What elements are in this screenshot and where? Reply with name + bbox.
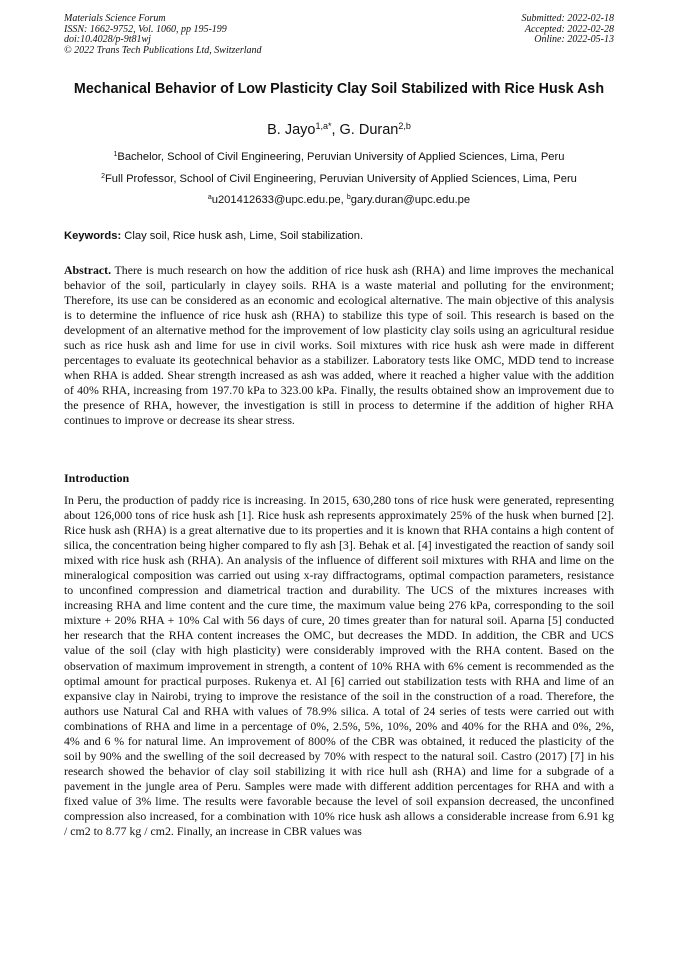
affiliation-2 (64, 172, 614, 186)
affiliation-1 (64, 150, 614, 164)
author-2: G. Duran (339, 122, 399, 138)
email-a-link[interactable]: u201412633@upc.edu.pe (211, 194, 341, 206)
affiliation-2-mark: 2 (101, 173, 105, 181)
author-1: B. Jayo (267, 122, 316, 138)
keywords-paragraph (64, 229, 614, 243)
email-a-mark: a (207, 194, 212, 202)
keywords-label: Keywords: (64, 230, 122, 242)
copyright-line: © 2022 Trans Tech Publications Ltd, Switzerland (64, 44, 262, 56)
email-separator: , (340, 194, 347, 206)
abstract-paragraph (64, 263, 614, 429)
accepted-date: Accepted: 2022-02-28 (524, 23, 614, 35)
affiliation-1-mark: 1 (113, 151, 118, 159)
online-date: Online: 2022-05-13 (534, 34, 614, 46)
doi-link[interactable]: doi:10.4028/p-9t81wj (64, 34, 151, 46)
affiliation-2-text: Full Professor, School of Civil Engineering, Peruvian University of Applied Sciences, Lima, Peru (104, 173, 577, 185)
introduction-heading: Introduction (64, 471, 130, 485)
submission-dates (522, 14, 615, 46)
email-b-mark: b (346, 194, 351, 202)
abstract-text: There is much research on how the addition of rice husk ash (RHA) and lime improves the mechanical behavior of the soil, particularly in clayey soils. RHA is a waste material and polluting for the environment; Therefore, its use can be considered as an economic and ecological alternative. The main objective of this analysis is to determine the influence of rice husk ash (RHA) to stabilize this type of soil. This research is based on the development of an alternative method for the improvement of low plasticity clay soils using an agricultural residue such as rice husk ash and lime for use in civil works. Soil mixtures with rice husk ash were made in different percentages to evaluate its geotechnical behavior as a stabilizer. Laboratory tests like OMC, MDD tend to increase when RHA is added. Shear strength increased as ash was added, where it reached a higher value with the addition of 40% RHA, increasing from 197.70 kPa to 323.00 kPa. Finally, the results obtained show an improvement due to the presence of RHA, however, the investigation is still in process to determine if the addition of higher RHA continues to improve or decrease its shear stress. (64, 263, 614, 428)
submitted-date: Submitted: 2022-02-18 (521, 13, 614, 24)
author-separator: , (331, 122, 340, 138)
journal-info (64, 14, 262, 56)
author-1-affiliation-mark: 1,a* (315, 121, 332, 132)
author-2-affiliation-mark: 2,b (398, 121, 411, 132)
paper-title: Mechanical Behavior of Low Plasticity Clay Soil Stabilized with Rice Husk Ash (73, 81, 605, 97)
introduction-paragraph: In Peru, the production of paddy rice is increasing. In 2015, 630,280 tons of rice husk were generated, representing about 126,000 tons of rice husk ash [1]. Rice husk ash represents approximately 25% of the husk when burned [2]. Rice husk ash (RHA) is a great alternative due to its properties and it is known that RHA contains a high content of silica, the concentration being higher compared to fly ash [3]. Behak et al. [4] investigated the reaction of sandy soil mixed with rice husk ash (RHA). An analysis of the influence of different soil mixtures with RHA and lime on the mineralogical composition was carried out using x-ray diffractograms, optimal compaction parameters, resistance to unconfined compression and diametrical traction and durability. The UCS of the mixtures increases with increasing RHA and lime content and the cure time, the maximum value being 276 kPa, corresponding to the soil mixture + 20% RHA + 10% Cal with 56 days of cure, 20 times greater than for natural soil. Aparna [5] conducted her research that the RHA content increases the OMC, but decreases the MDD. In addition, the CBR and UCS value of the soil (clay with high plasticity) were considerably improved with the RHA content. Based on the observation of maximum improvement in strength, a content of 10% RHA with 6% cement is recommended as the optimal amount for practical purposes. Rukenya et. Al [6] carried out stabilization tests with RHA and lime of an expansive clay in Nairobi, trying to improve the resistance of the soil in the construction of a road. Therefore, the authors use Natural Cal and RHA with values of 78.9% silica. A total of 24 series of tests were carried out with combinations of RHA and lime in a percentage of 0%, 2.5%, 5%, 10%, 20% and 40% for the RHA and 0%, 2%, 4% and 6 % for natural lime. An improvement of 800% of the CBR was obtained, it reduced the plasticity of the soil by 90% and the swelling of the soil decreased by 70% with respect to the natural soil. Castro (2017) [7] in his research showed the behavior of clay soil stabilizing it with rice hull ash (RHA) and lime for a subgrade of a pavement in the jungle area of Peru. Samples were made with different addition percentages for RHA and with a fixed value of 3% lime. The results were favorable because the level of soil expansion decreased, the unconfined compression also increased, for a combination with 10% rice husk ash allows a considerable increase from 6.91 kg / cm2 to 8.77 kg / cm2. Finally, an increase in CBR values was (64, 493, 614, 839)
email-b-link[interactable]: gary.duran@upc.edu.pe (350, 194, 471, 206)
email-line (64, 193, 614, 207)
journal-name: Materials Science Forum (64, 13, 166, 24)
issn-line: ISSN: 1662-9752, Vol. 1060, pp 195-199 (64, 23, 227, 35)
abstract-label: Abstract. (64, 263, 112, 277)
author-line (64, 121, 614, 139)
keywords-text: Clay soil, Rice husk ash, Lime, Soil stabilization. (121, 230, 364, 242)
affiliation-1-text: Bachelor, School of Civil Engineering, Peruvian University of Applied Sciences, Lima, Peru (117, 151, 565, 163)
